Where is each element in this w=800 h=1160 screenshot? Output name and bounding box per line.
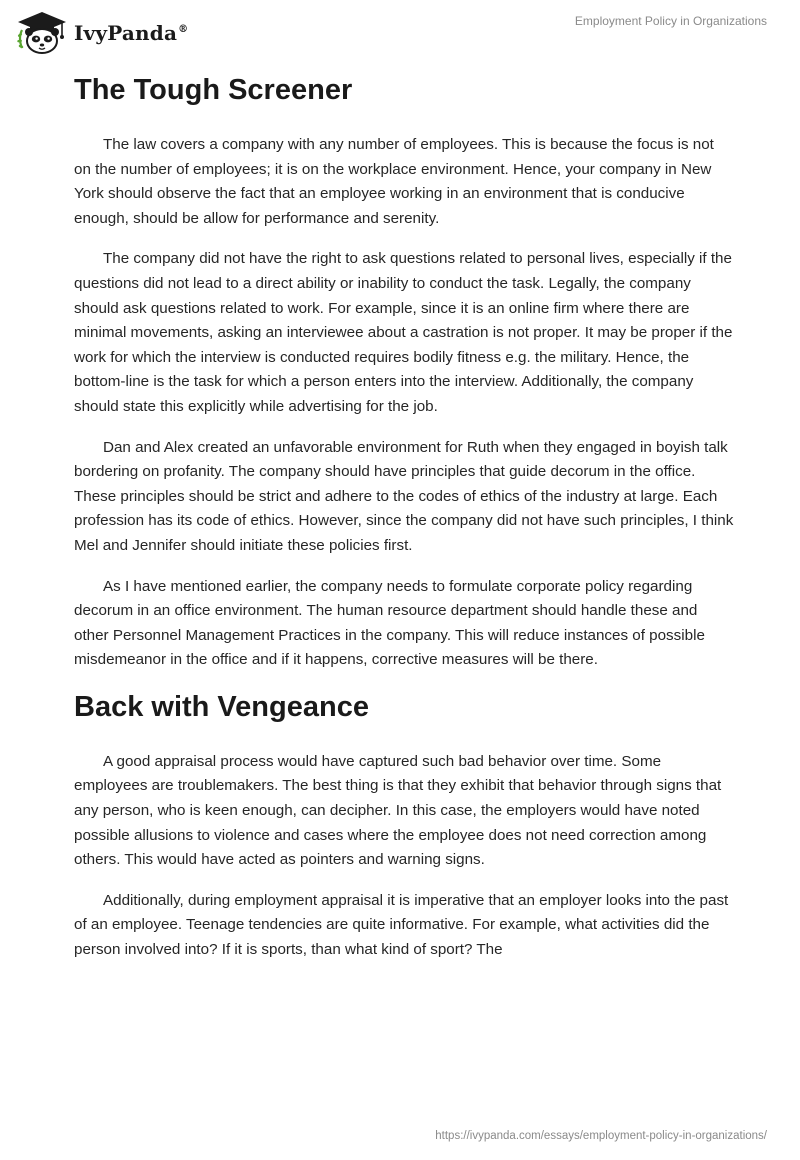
paragraph: A good appraisal process would have captured such bad behavior over time. Some employees are troublemakers. The best thing is that they exhibit that behavior through signs that any person, who is keen enough, can decipher. In this case, the employers would have noted possible allusions to violence and cases where the employee does not need correction among others. This would have acted as pointers and warning signs. <box>74 752 722 869</box>
document-title: Employment Policy in Organizations <box>574 14 767 28</box>
registered-mark: ® <box>178 24 189 36</box>
section-heading: Back with Vengeance <box>74 690 369 723</box>
page-header <box>0 0 800 62</box>
section-heading: The Tough Screener <box>74 74 353 106</box>
ivypanda-logo[interactable] <box>14 8 188 56</box>
section-back-with-vengeance <box>74 689 734 963</box>
paragraph: As I have mentioned earlier, the company needs to formulate corporate policy regarding decorum in an office environment. The human resource department should handle these and other Personnel Management Practices in the company. This will reduce instances of possible misdemeanor in the office and if it happens, corrective measures will be there. <box>74 577 705 669</box>
paragraph: Additionally, during employment appraisal it is imperative that an employer looks into the past of an employee. Teenage tendencies are quite informative. For example, what activities did the person involved into? If it is sports, than what kind of sport? The <box>74 891 729 959</box>
paragraph: The law covers a company with any number of employees. This is because the focus is not on the number of employees; it is on the workplace environment. Hence, your company in New York should observe the fact that an employee working in an environment that is conducive enough, should be allow for performance and serenity. <box>74 136 714 227</box>
paragraph: Dan and Alex created an unfavorable environment for Ruth when they engaged in boyish talk bordering on profanity. The company should have principles that guide decorum in the office. These principles should be strict and adhere to the codes of ethics of the industry at large. Each profession has its code of ethics. However, since the company did not have such principles, I think Mel and Jennifer should initiate these policies first. <box>74 438 734 554</box>
essay-content <box>74 72 734 979</box>
section-tough-screener <box>74 72 734 673</box>
brand-name: IvyPanda® <box>74 21 189 45</box>
paragraph: The company did not have the right to ask questions related to personal lives, especially if the questions did not lead to a direct ability or inability to conduct the task. Legally, the company should ask questions related to work. For example, since it is an online firm where there are minimal movements, asking an interviewee about a castration is not proper. It may be proper if the work for which the interview is conducted requires bodily fitness e.g. the military. Hence, the bottom-line is the task for which a person enters into the interview. Additionally, the company should state this explicitly while advertising for the job. <box>74 250 733 415</box>
source-url[interactable]: https://ivypanda.com/essays/employment-policy-in-organizations/ <box>435 1130 767 1142</box>
panda-graduate-icon <box>14 8 70 56</box>
